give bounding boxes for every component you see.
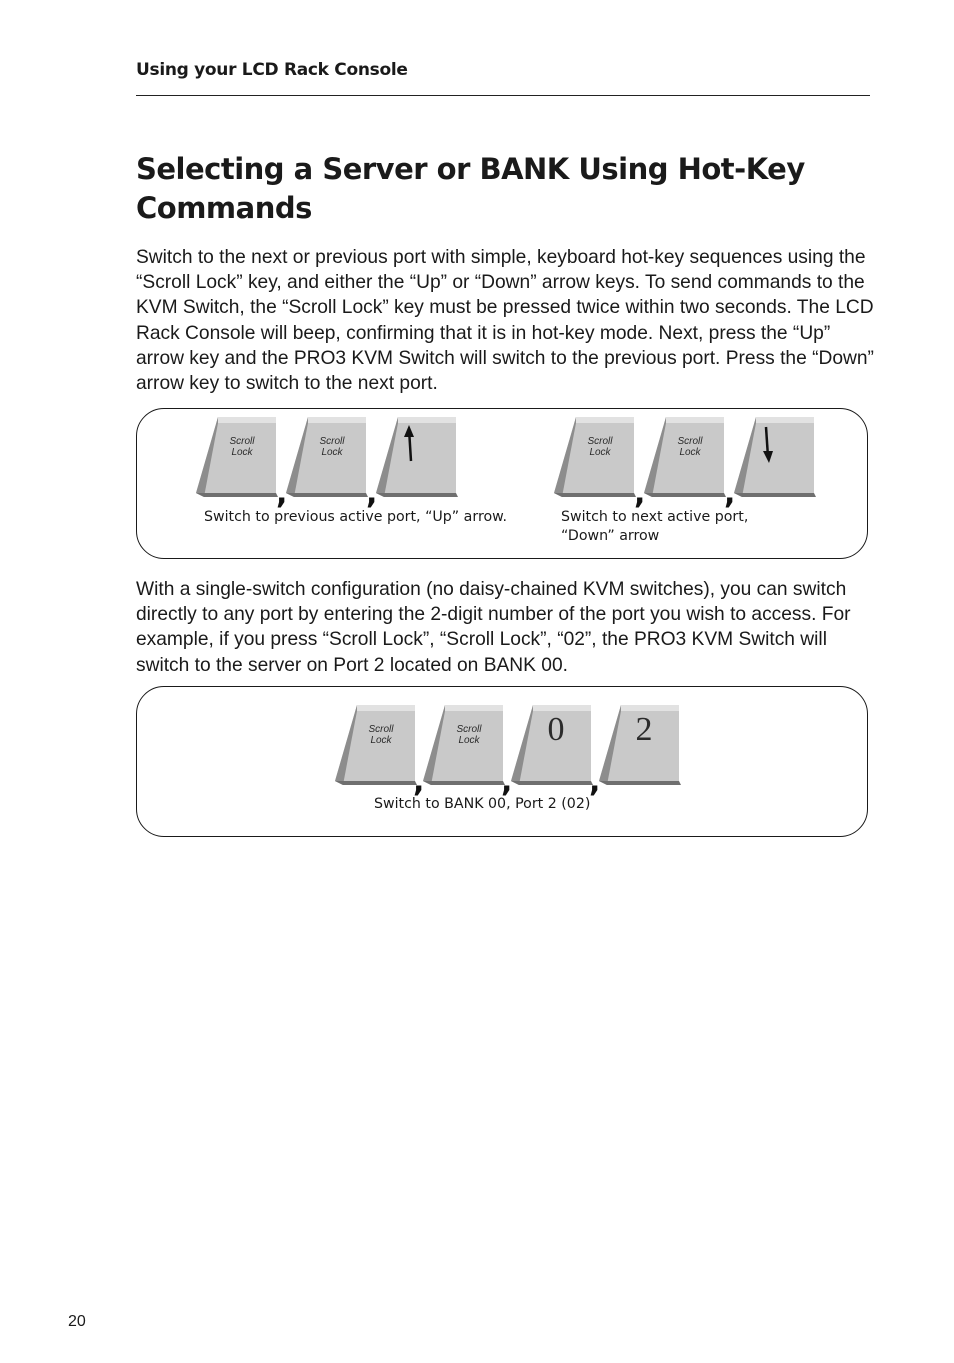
page-number: 20 [68, 1313, 86, 1330]
separator-comma: , [634, 476, 646, 511]
separator-comma: , [724, 476, 736, 511]
scroll-lock-key [286, 417, 368, 497]
scroll-lock-key [423, 705, 505, 785]
svg-text:Lock: Lock [458, 735, 480, 746]
caption-bank-port: Switch to BANK 00, Port 2 (02) [374, 796, 591, 812]
hotkey-panel-direct-port [136, 686, 868, 837]
svg-text:Scroll: Scroll [456, 724, 482, 735]
svg-text:Lock: Lock [679, 447, 701, 458]
prev-next-key-sequence [192, 415, 822, 513]
svg-text:Scroll: Scroll [319, 436, 345, 447]
scroll-lock-key [196, 417, 278, 497]
digit-zero-key [511, 705, 593, 785]
up-arrow-key [376, 417, 458, 497]
down-arrow-key [734, 417, 816, 497]
separator-comma: , [413, 764, 425, 799]
separator-comma: , [589, 764, 601, 799]
svg-text:Lock: Lock [370, 735, 392, 746]
header-rule [136, 95, 870, 96]
direct-port-key-sequence [333, 701, 683, 799]
scroll-lock-key [644, 417, 726, 497]
svg-text:Scroll: Scroll [229, 436, 255, 447]
running-head: Using your LCD Rack Console [136, 60, 408, 80]
svg-text:Lock: Lock [231, 447, 253, 458]
separator-comma: , [276, 476, 288, 511]
svg-text:2: 2 [635, 711, 653, 748]
svg-text:Scroll: Scroll [368, 724, 394, 735]
separator-comma: , [501, 764, 513, 799]
page-title: Selecting a Server or BANK Using Hot-Key Commands [136, 152, 805, 225]
svg-text:0: 0 [547, 711, 565, 748]
intro-paragraph: Switch to the next or previous port with simple, keyboard hot-key sequences using the “Scroll Lock” key, and either the “Up” or “Down” arrow keys. To send commands to the KVM Switch, the “Scroll Lock” key must be pressed twice within two seconds. The LCD Rack Console will beep, confirming that it is in hot-key mode. Next, press the “Up” arrow key and the PRO3 KVM Switch will switch to the previous port. Press the “Down” arrow key to switch to the next port. [136, 247, 874, 395]
svg-text:Scroll: Scroll [587, 436, 613, 447]
caption-next-port: Switch to next active port, “Down” arrow [561, 509, 749, 544]
svg-text:Lock: Lock [321, 447, 343, 458]
svg-text:Lock: Lock [589, 447, 611, 458]
svg-text:Scroll: Scroll [677, 436, 703, 447]
scroll-lock-key [335, 705, 417, 785]
separator-comma: , [366, 476, 378, 511]
digit-two-key [599, 705, 681, 785]
caption-previous-port: Switch to previous active port, “Up” arrow. [204, 509, 507, 525]
scroll-lock-key [554, 417, 636, 497]
direct-port-paragraph: With a single-switch configuration (no daisy-chained KVM switches), you can switch directly to any port by entering the 2-digit number of the port you wish to access. For example, if you press “Scroll Lock”, “Scroll Lock”, “02”, the PRO3 KVM Switch will switch to the server on Port 2 located on BANK 00. [136, 579, 851, 676]
hotkey-panel-prev-next [136, 408, 868, 559]
